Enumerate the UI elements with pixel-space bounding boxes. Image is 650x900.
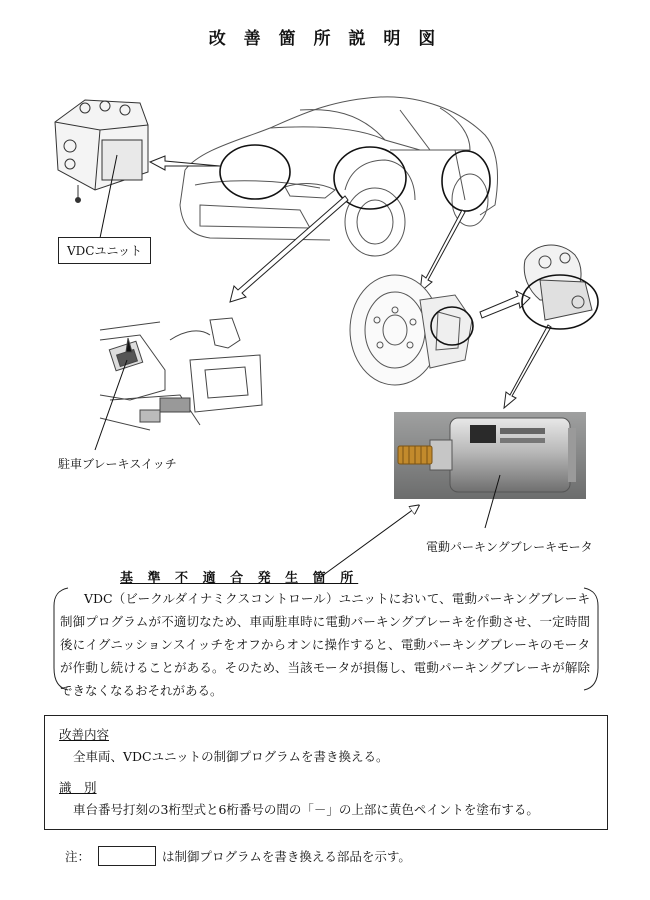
vdc-unit-label: VDCユニット: [58, 237, 151, 264]
parking-switch-label: 駐車ブレーキスイッチ: [58, 457, 177, 471]
motor-photo: [394, 412, 586, 499]
footnote-prefix: 注：: [65, 849, 91, 864]
defect-arrow: [322, 506, 418, 576]
footnote-text: は制御プログラムを書き換える部品を示す。: [162, 849, 411, 864]
page-title: 改 善 箇 所 説 明 図: [208, 29, 442, 49]
vdc-unit-drawing: [55, 100, 148, 203]
identification-heading: 識 別: [59, 780, 97, 795]
identification-text: 車台番号打刻の3桁型式と6桁番号の間の「－」の上部に黄色ペイントを塗布する。: [73, 802, 539, 817]
defect-description: VDC（ビークルダイナミクスコントロール）ユニットにおいて、電動パーキングブレーキ制御プログラムが不適切なため、車両駐車時に電動パーキングブレーキを作動させ、一定時間後にイグニッションスイッチをオフからオンに操作すると、電動パーキングブレーキのモータが作動し続けることがある。そのため、当該モータが損傷し、電動パーキングブレーキが解除できなくなるおそれがある。: [60, 591, 590, 698]
footnote-legend-box: [98, 846, 156, 866]
remedy-text: 全車両、VDCユニットの制御プログラムを書き換える。: [73, 749, 389, 764]
focus-circles: [220, 145, 490, 211]
footnote: [65, 846, 411, 866]
remedy-heading: 改善内容: [59, 727, 110, 742]
brake-drawing: [350, 275, 472, 385]
parking-motor-label: 電動パーキングブレーキモータ: [426, 540, 593, 554]
console-drawing: [100, 318, 262, 430]
remedy-frame: [44, 715, 608, 830]
defect-heading: 基 準 不 適 合 発 生 箇 所: [120, 571, 359, 586]
